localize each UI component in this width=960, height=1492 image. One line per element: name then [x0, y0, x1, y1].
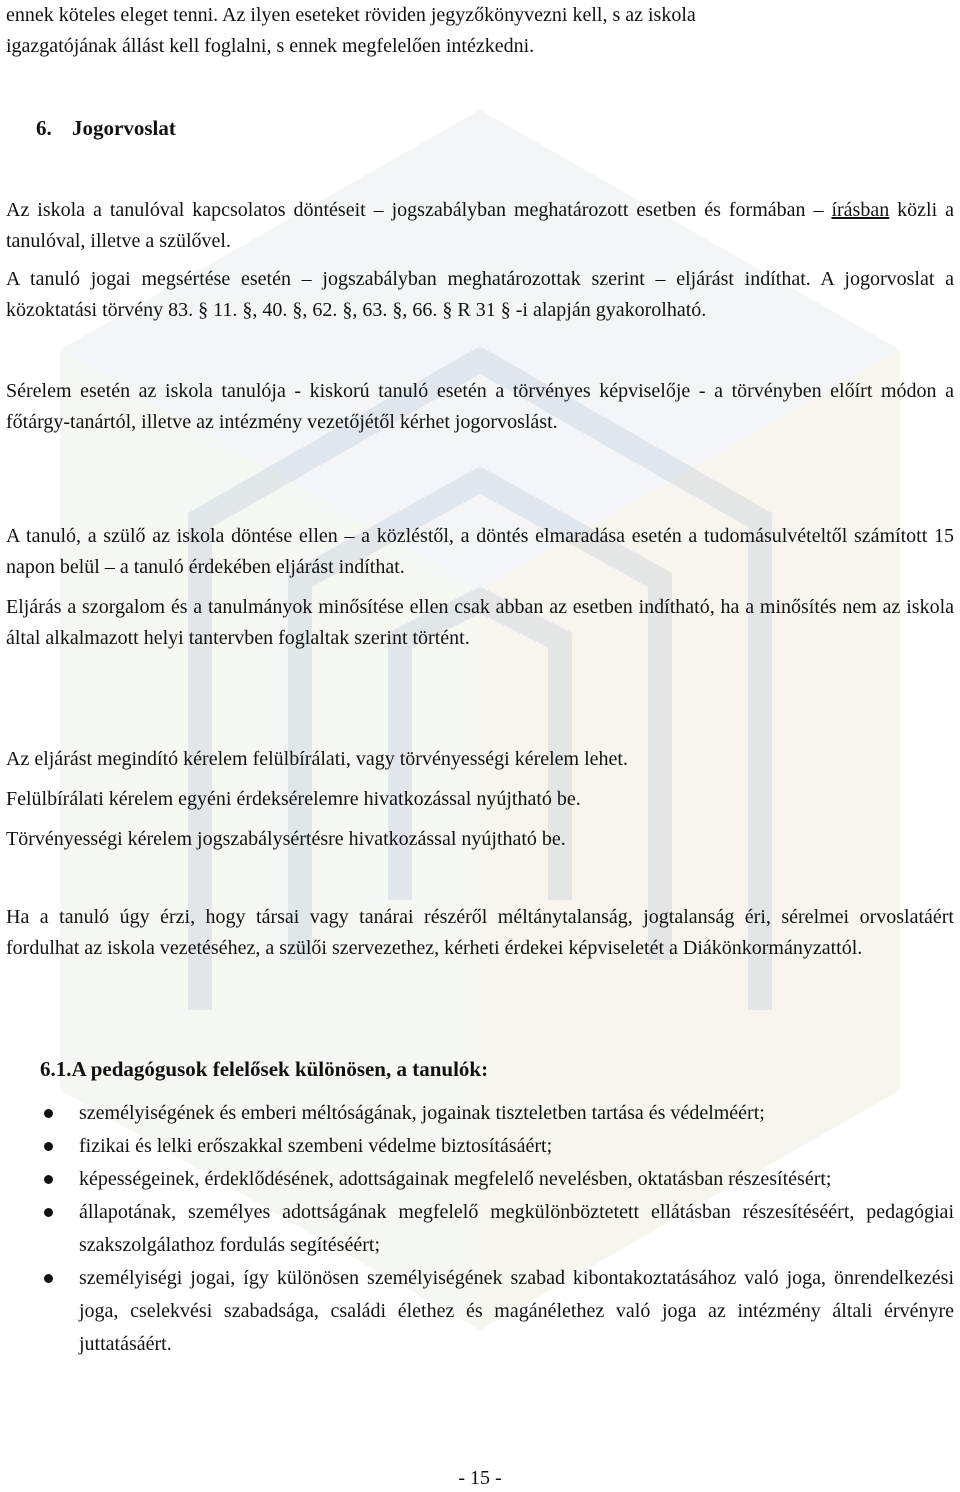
- section-title: 6.1.A pedagógusok felelősek különösen, a tanulók:: [40, 1057, 489, 1081]
- list-item: [6, 1097, 954, 1130]
- intro-line-1: ennek köteles eleget tenni. Az ilyen eseteket röviden jegyzőkönyvezni kell, s az iskola: [6, 4, 696, 26]
- intro-paragraph: [6, 0, 954, 62]
- paragraph-text: Felülbírálati kérelem egyéni érdeksérelemre hivatkozással nyújtható be.: [6, 788, 581, 810]
- list-item: [6, 1163, 954, 1196]
- paragraph-legality: [6, 824, 954, 855]
- bullet-icon: [44, 1208, 53, 1217]
- page-number: - 15 -: [458, 1467, 502, 1489]
- list-item: [6, 1196, 954, 1262]
- list-item-text: állapotának, személyes adottságának megfelelő megkülönböztetett ellátásban részesítéséért, pedagógiai szakszolgálathoz fordulás segítéséért;: [79, 1201, 954, 1256]
- list-item: [6, 1262, 954, 1361]
- bullet-icon: [44, 1142, 53, 1151]
- paragraph-decisions: [6, 195, 954, 257]
- section-6-heading: [36, 113, 960, 144]
- list-item: [6, 1130, 954, 1163]
- paragraph-grievance: [6, 376, 954, 438]
- paragraph-text: Eljárás a szorgalom és a tanulmányok minősítése ellen csak abban az esetben indítható, ha a minősítés nem az iskola által alkalmazott helyi tantervben foglaltak szerint történt.: [6, 596, 954, 649]
- intro-line-2: igazgatójának állást kell foglalni, s ennek megfelelően intézkedni.: [6, 35, 535, 57]
- paragraph-text: Az iskola a tanulóval kapcsolatos döntéseit – jogszabályban meghatározott esetben és formában –: [6, 199, 832, 221]
- paragraph-text: Törvényességi kérelem jogszabálysértésre hivatkozással nyújtható be.: [6, 828, 566, 850]
- underlined-word: írásban: [831, 199, 890, 221]
- paragraph-text: Sérelem esetén az iskola tanulója - kiskorú tanuló esetén a törvényes képviselője - a törvényben előírt módon a főtárgy-tanártól, illetve az intézmény vezetőjétől kérhet jogorvoslást.: [6, 380, 954, 433]
- list-item-text: személyiségének és emberi méltóságának, jogainak tiszteletben tartása és védelméért;: [79, 1102, 765, 1124]
- paragraph-text: A tanuló jogai megsértése esetén – jogszabályban meghatározottak szerint – eljárást indíthat. A jogorvoslat a közoktatási törvény 83. § 11. §, 40. §, 62. §, 63. §, 66. § R 31 § -i alapján gyakorolható.: [6, 268, 954, 321]
- section-6-1-heading: [40, 1054, 960, 1085]
- section-number: 6.: [36, 116, 52, 140]
- list-item-text: személyiségi jogai, így különösen személyiségének szabad kibontakoztatásához való joga, önrendelkezési joga, cselekvési szabadsága, családi élethez és magánélethez való joga az intézmény általi érvényre juttatásáért.: [79, 1267, 954, 1355]
- paragraph-evaluation: [6, 592, 954, 654]
- bullet-icon: [44, 1109, 53, 1118]
- list-item-text: képességeinek, érdeklődésének, adottságainak megfelelő nevelésben, oktatásban részesítésért;: [79, 1168, 832, 1190]
- paragraph-review: [6, 784, 954, 815]
- paragraph-procedure: [6, 521, 954, 583]
- paragraph-text: közli a tanulóval, illetve a szülővel.: [6, 199, 954, 252]
- section-title: Jogorvoslat: [72, 116, 176, 140]
- paragraph-text: Ha a tanuló úgy érzi, hogy társai vagy tanárai részéről méltánytalanság, jogtalanság éri, sérelmei orvoslatáért fordulhat az iskola vezetéséhez, a szülői szervezethez, kérheti érdekei képviseletét a Diákönkormányzattól.: [6, 906, 954, 959]
- responsibility-list: [6, 1097, 954, 1361]
- paragraph-text: Az eljárást megindító kérelem felülbírálati, vagy törvényességi kérelem lehet.: [6, 748, 628, 770]
- bullet-icon: [44, 1274, 53, 1283]
- paragraph-text: A tanuló, a szülő az iskola döntése ellen – a közléstől, a döntés elmaradása esetén a tudomásulvételtől számított 15 napon belül – a tanuló érdekében eljárást indíthat.: [6, 525, 954, 578]
- paragraph-rights: [6, 264, 954, 326]
- paragraph-request: [6, 744, 954, 775]
- paragraph-injustice: [6, 902, 954, 964]
- bullet-icon: [44, 1175, 53, 1184]
- list-item-text: fizikai és lelki erőszakkal szembeni védelme biztosításáért;: [79, 1135, 553, 1157]
